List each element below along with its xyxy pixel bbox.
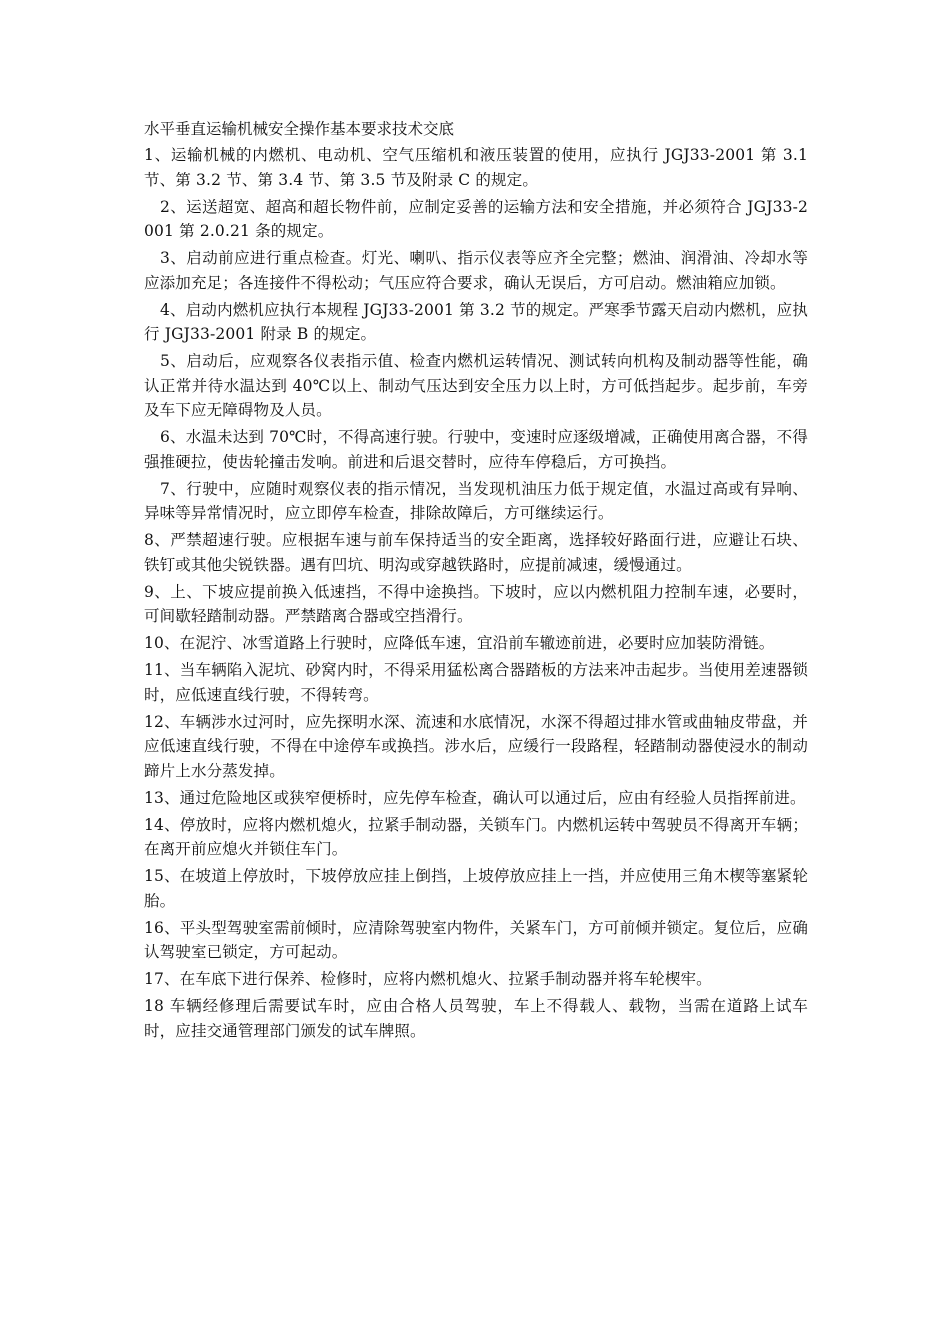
paragraph-12: 12、车辆涉水过河时，应先探明水深、流速和水底情况，水深不得超过排水管或曲轴皮带盘，并应低速直线行驶，不得在中途停车或换挡。涉水后，应缓行一段路程，轻踏制动器使浸水的制动蹄片上水分蒸发掉。 (144, 712, 808, 780)
paragraph-2: 2、运送超宽、超高和超长物件前，应制定妥善的运输方法和安全措施，并必须符合 JGJ33-2001 第 2.0.21 条的规定。 (144, 197, 808, 240)
paragraph-18: 18 车辆经修理后需要试车时，应由合格人员驾驶，车上不得载人、载物，当需在道路上试车时，应挂交通管理部门颁发的试车牌照。 (144, 997, 808, 1040)
paragraph-3: 3、启动前应进行重点检查。灯光、喇叭、指示仪表等应齐全完整；燃油、润滑油、冷却水等应添加充足；各连接件不得松动；气压应符合要求，确认无误后，方可启动。燃油箱应加锁。 (144, 249, 808, 292)
paragraph-6: 6、水温未达到 70℃时，不得高速行驶。行驶中，变速时应逐级增减，正确使用离合器，不得强推硬拉，使齿轮撞击发响。前进和后退交替时，应待车停稳后，方可换挡。 (144, 428, 808, 471)
paragraph-13: 13、通过危险地区或狭窄便桥时，应先停车检查，确认可以通过后，应由有经验人员指挥前进。 (144, 788, 806, 807)
document-page (144, 117, 808, 1046)
paragraph-8: 8、严禁超速行驶。应根据车速与前车保持适当的安全距离，选择较好路面行进，应避让石块、铁钉或其他尖锐铁器。遇有凹坑、明沟或穿越铁路时，应提前减速，缓慢通过。 (144, 531, 808, 574)
paragraph-1: 1、运输机械的内燃机、电动机、空气压缩机和液压装置的使用，应执行 JGJ33-2001 第 3.1 节、第 3.2 节、第 3.4 节、第 3.5 节及附录 C 的规定。 (144, 146, 808, 189)
paragraph-15: 15、在坡道上停放时，下坡停放应挂上倒挡，上坡停放应挂上一挡，并应使用三角木楔等塞紧轮胎。 (144, 867, 808, 910)
paragraph-10: 10、在泥泞、冰雪道路上行驶时，应降低车速，宜沿前车辙迹前进，必要时应加装防滑链。 (144, 634, 775, 652)
paragraph-11: 11、当车辆陷入泥坑、砂窝内时，不得采用猛松离合器踏板的方法来冲击起步。当使用差速器锁时，应低速直线行驶，不得转弯。 (144, 661, 808, 704)
paragraph-16: 16、平头型驾驶室需前倾时，应清除驾驶室内物件，关紧车门，方可前倾并锁定。复位后，应确认驾驶室已锁定，方可起动。 (144, 918, 808, 961)
paragraph-4: 4、启动内燃机应执行本规程 JGJ33-2001 第 3.2 节的规定。严寒季节露天启动内燃机，应执行 JGJ33-2001 附录 B 的规定。 (144, 300, 808, 343)
paragraph-9: 9、上、下坡应提前换入低速挡，不得中途换挡。下坡时，应以内燃机阻力控制车速，必要时，可间歇轻踏制动器。严禁踏离合器或空挡滑行。 (144, 582, 808, 625)
document-body (144, 143, 808, 1043)
paragraph-5: 5、启动后，应观察各仪表指示值、检查内燃机运转情况、测试转向机构及制动器等性能，确认正常并待水温达到 40℃以上、制动气压达到安全压力以上时，方可低挡起步。起步前，车旁及车下应无障碍物及人员。 (144, 352, 808, 419)
paragraph-14: 14、停放时，应将内燃机熄火，拉紧手制动器，关锁车门。内燃机运转中驾驶员不得离开车辆；在离开前应熄火并锁住车门。 (144, 815, 808, 858)
document-title: 水平垂直运输机械安全操作基本要求技术交底 (144, 120, 455, 138)
paragraph-17: 17、在车底下进行保养、检修时，应将内燃机熄火、拉紧手制动器并将车轮楔牢。 (144, 970, 712, 988)
paragraph-7: 7、行驶中，应随时观察仪表的指示情况，当发现机油压力低于规定值，水温过高或有异响、异味等异常情况时，应立即停车检查，排除故障后，方可继续运行。 (144, 479, 808, 522)
